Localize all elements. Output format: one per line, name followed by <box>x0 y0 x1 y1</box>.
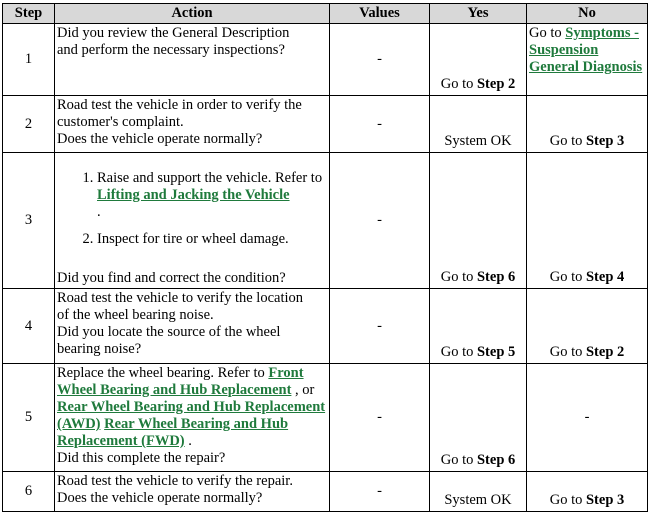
values-cell: - <box>330 364 430 472</box>
yes-step-link[interactable]: Step 2 <box>476 76 516 92</box>
no-cell: Go to Step 3 <box>527 96 648 153</box>
lifting-jacking-link[interactable]: Lifting and Jacking the Vehicle <box>97 187 290 203</box>
no-cell: Go to Step 4 <box>527 153 648 289</box>
list-item: 1. Raise and support the vehicle. Refer to Lifting and Jacking the Vehicle . <box>97 170 327 221</box>
yes-step-link[interactable]: Step 5 <box>476 344 516 360</box>
values-cell: - <box>330 472 430 512</box>
no-step-link[interactable]: Step 2 <box>585 344 625 360</box>
action-cell: Replace the wheel bearing. Refer to Front Wheel Bearing and Hub Replacement , or Rear Wheel Bearing and Hub Replacement (AWD) Rear Wheel Bearing and Hub Replacement (FWD) . Did this complete the repair? <box>55 364 330 472</box>
no-step-link[interactable]: Step 3 <box>585 492 625 508</box>
step-number: 4 <box>3 289 55 364</box>
diagnostic-table <box>2 3 648 512</box>
header-no: No <box>527 4 648 24</box>
list-item: 2. Inspect for tire or wheel damage. <box>97 231 327 248</box>
action-cell: 1. Raise and support the vehicle. Refer to Lifting and Jacking the Vehicle . 2. Inspect for tire or wheel damage. Did you find and correct the condition? <box>55 153 330 289</box>
no-step-link[interactable]: Step 3 <box>585 133 625 149</box>
values-cell: - <box>330 96 430 153</box>
step-number: 2 <box>3 96 55 153</box>
yes-cell: Go to Step 2 <box>430 24 527 96</box>
step-number: 5 <box>3 364 55 472</box>
yes-cell: System OK <box>430 472 527 512</box>
yes-cell: System OK <box>430 96 527 153</box>
table-row <box>3 472 648 512</box>
no-cell: Go to Step 2 <box>527 289 648 364</box>
values-cell: - <box>330 24 430 96</box>
step-number: 1 <box>3 24 55 96</box>
rear-wheel-bearing-awd-link[interactable]: Rear Wheel Bearing and Hub Replacement (AWD) <box>57 399 326 432</box>
yes-cell: Go to Step 6 <box>430 153 527 289</box>
action-cell: Road test the vehicle in order to verify the customer's complaint. Does the vehicle operate normally? <box>55 96 330 153</box>
table-row <box>3 364 648 472</box>
symptoms-link[interactable]: Symptoms - Suspension General Diagnosis <box>529 25 643 75</box>
step-number: 3 <box>3 153 55 289</box>
yes-step-link[interactable]: Step 6 <box>476 452 516 468</box>
table-row <box>3 289 648 364</box>
action-cell: Road test the vehicle to verify the location of the wheel bearing noise. Did you locate the source of the wheel bearing noise? <box>55 289 330 364</box>
yes-cell: Go to Step 5 <box>430 289 527 364</box>
step-number: 6 <box>3 472 55 512</box>
action-cell: Did you review the General Description and perform the necessary inspections? <box>55 24 330 96</box>
rear-wheel-bearing-fwd-link[interactable]: Rear Wheel Bearing and Hub Replacement (FWD) <box>57 416 289 449</box>
header-row <box>3 4 648 24</box>
header-action: Action <box>55 4 330 24</box>
no-cell: Go to Symptoms - Suspension General Diagnosis <box>527 24 648 96</box>
table-row <box>3 24 648 96</box>
front-wheel-bearing-link[interactable]: Front Wheel Bearing and Hub Replacement <box>57 365 304 398</box>
procedure-list <box>57 170 327 248</box>
header-yes: Yes <box>430 4 527 24</box>
values-cell: - <box>330 153 430 289</box>
values-cell: - <box>330 289 430 364</box>
yes-step-link[interactable]: Step 6 <box>476 269 516 285</box>
action-cell: Road test the vehicle to verify the repair. Does the vehicle operate normally? <box>55 472 330 512</box>
no-cell: Go to Step 3 <box>527 472 648 512</box>
table-row <box>3 96 648 153</box>
header-step: Step <box>3 4 55 24</box>
no-cell: - <box>527 364 648 472</box>
table-row <box>3 153 648 289</box>
yes-cell: Go to Step 6 <box>430 364 527 472</box>
header-values: Values <box>330 4 430 24</box>
no-step-link[interactable]: Step 4 <box>585 269 625 285</box>
